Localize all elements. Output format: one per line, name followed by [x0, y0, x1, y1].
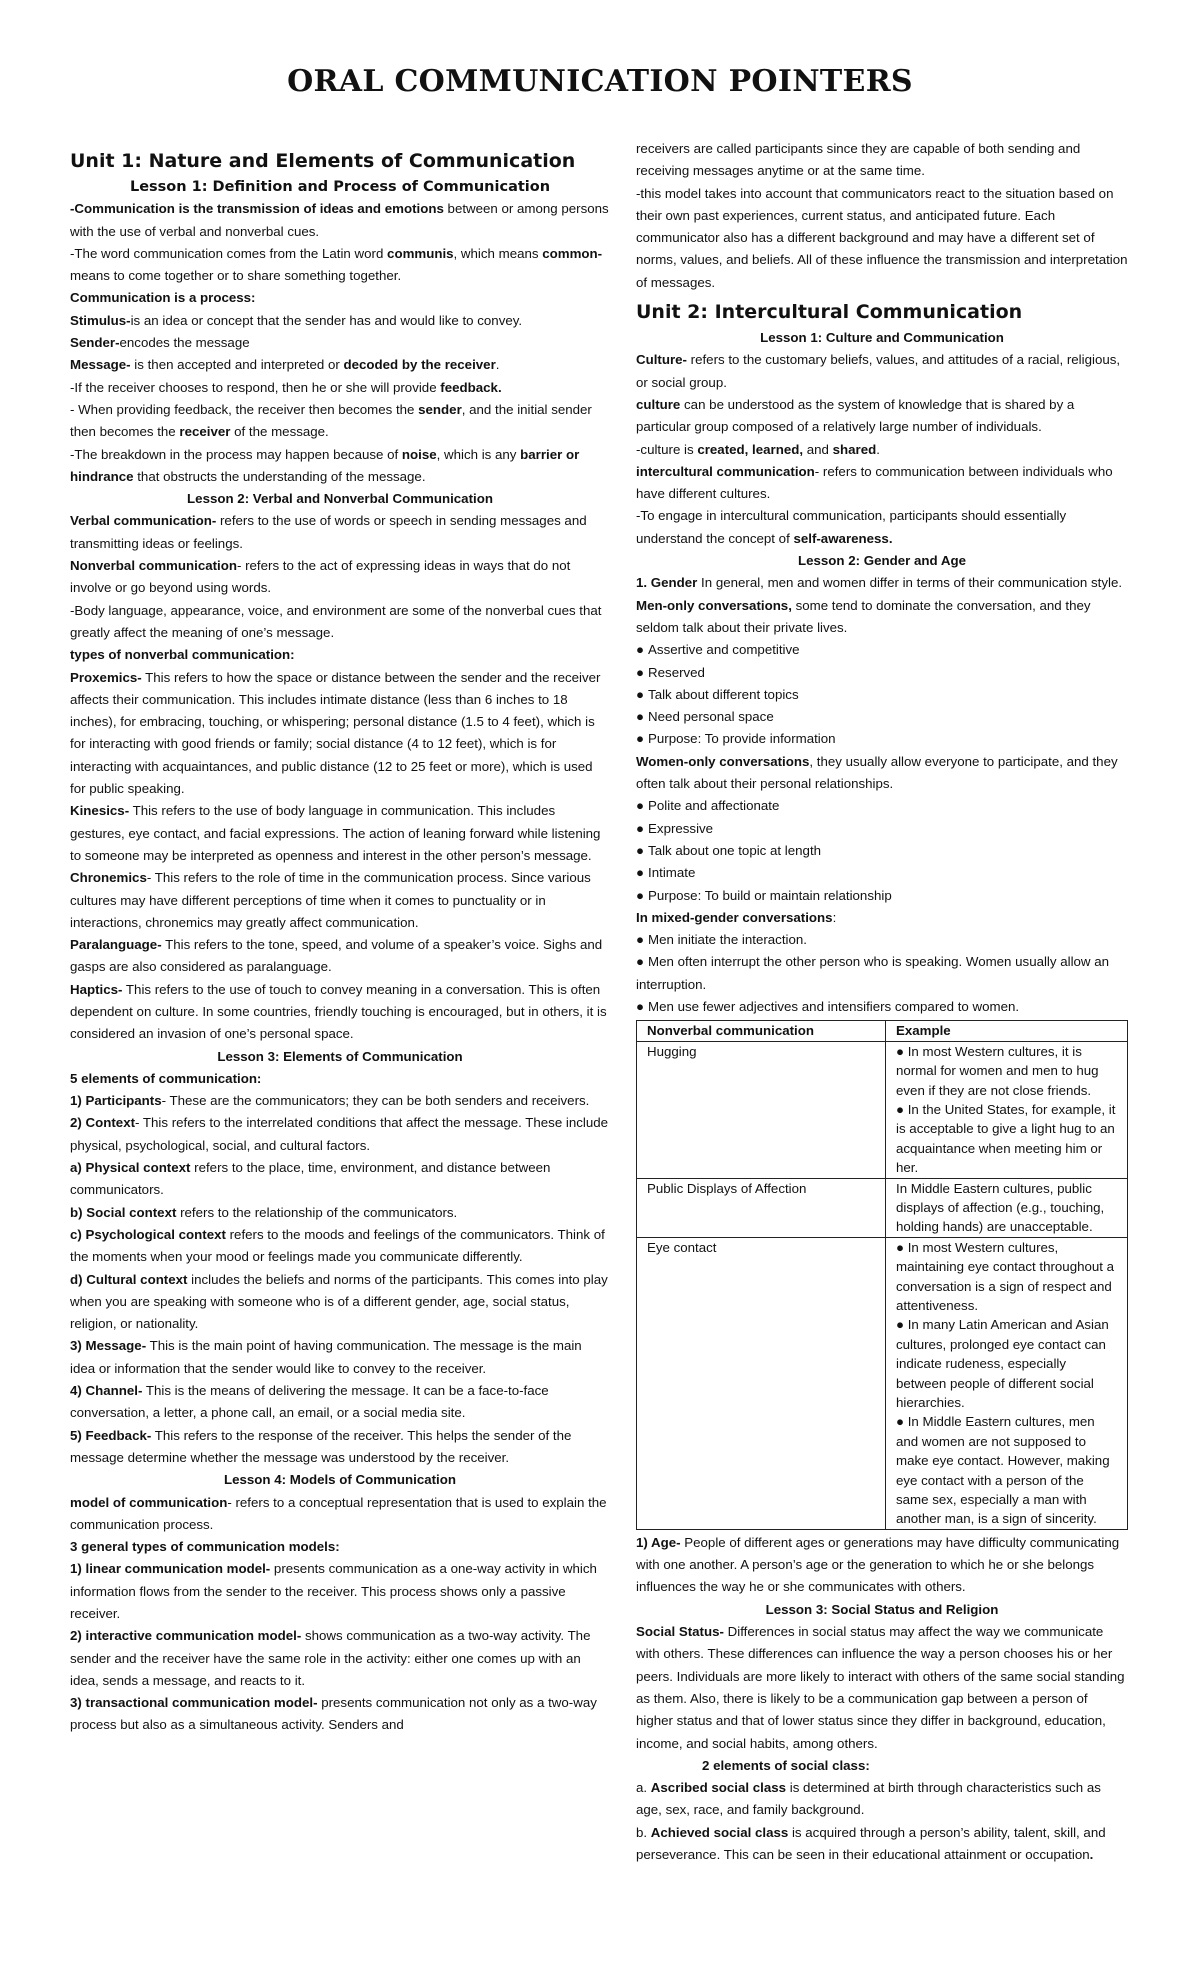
paragraph-mixed-gender: In mixed-gender conversations: — [636, 909, 837, 925]
paragraph-nonverbal: Nonverbal communication- refers to the act of expressing ideas in ways that do not involve or go beyond using words. — [70, 558, 571, 596]
paragraph-men-only: Men-only conversations, some tend to dominate the conversation, and they seldom talk about their private lives. — [636, 597, 1091, 635]
paragraph-model-definition: model of communication- refers to a conceptual representation that is used to explain the communication process. — [70, 1494, 607, 1532]
table-cell-example — [886, 1041, 1128, 1178]
paragraph-culture-traits: -culture is created, learned, and shared. — [636, 441, 880, 457]
unit2-lesson3-title: Lesson 3: Social Status and Religion — [765, 1601, 999, 1617]
elements-heading: 5 elements of communication: — [70, 1070, 262, 1086]
list-item: ● Expressive — [636, 818, 1128, 840]
table-cell-label: Hugging — [637, 1041, 886, 1178]
paragraph-proxemics: Proxemics- This refers to how the space or distance between the sender and the receiver affects their communication. This includes intimate distance (less than 6 inches to 18 inches), for embracing, touching, or whispering; personal distance (1.5 to 4 feet), which is for interacting with good friends or family; social distance (4 to 12 feet), which is for interacting with acquaintances, and public distance (12 to 25 feet or more), which is used for public speaking. — [70, 669, 601, 797]
paragraph-transactional-model: 3) transactional communication model- presents communication not only as a two-way process but also as a simultaneous activity. Senders and — [70, 1695, 597, 1733]
list-item: ● Talk about one topic at length — [636, 840, 1128, 862]
paragraph-latin-origin: -The word communication comes from the Latin word communis, which means common- means to come together or to share something together. — [70, 245, 603, 284]
paragraph-culture: Culture- refers to the customary beliefs, values, and attitudes of a racial, religious, or social group. — [636, 352, 1121, 390]
paragraph-context: 2) Context- This refers to the interrelated conditions that affect the message. These include physical, psychological, social, and cultural factors. — [70, 1115, 609, 1153]
paragraph-psychological-context: c) Psychological context refers to the moods and feelings of the communicators. Think of the moments when your mood or feelings made you communicate differently. — [70, 1226, 605, 1265]
paragraph-linear-model: 1) linear communication model- presents communication as a one-way activity in which information flows from the sender to the receiver. This process shows only a passive receiver. — [70, 1561, 597, 1621]
process-heading: Communication is a process: — [70, 290, 256, 306]
paragraph-kinesics: Kinesics- This refers to the use of body language in communication. This includes gestures, eye contact, and facial expressions. The action of leaning forward while listening to someone may be interpreted as openness and interest in the other person’s message. — [70, 803, 601, 863]
paragraph-achieved: b. Achieved social class is acquired through a person’s ability, talent, skill, and perseverance. This can be seen in their educational attainment or occupation. — [636, 1824, 1106, 1862]
lesson2-title: Lesson 2: Verbal and Nonverbal Communication — [187, 491, 493, 507]
paragraph-social-status: Social Status- Differences in social status may affect the way we communicate with others. These differences can influence the way a person chooses his or her peers. Individuals are more likely to interact with others of the same social standing as them. Also, there is likely to be a communication gap between a person of higher status and that of lower status since they differ in background, education, income, and social habits, among others. — [636, 1624, 1125, 1751]
list-item: ● Assertive and competitive — [636, 639, 1128, 661]
list-item: ● In the United States, for example, it is acceptable to give a light hug to an acquaintance when meeting him or her. — [896, 1101, 1116, 1176]
paragraph-noise: -The breakdown in the process may happen because of noise, which is any barrier or hindrance that obstructs the understanding of the message. — [70, 446, 580, 484]
left-column — [70, 146, 610, 1737]
list-item: ● In Middle Eastern cultures, men and women are not supposed to make eye contact. However, making eye contact with a person of the same sex, especially a man with another man, is a sign of sincerity. — [896, 1414, 1110, 1527]
lesson1-title: Lesson 1: Definition and Process of Communication — [129, 179, 551, 195]
nonverbal-examples-table — [636, 1020, 1128, 1530]
table-cell-label: Eye contact — [637, 1237, 886, 1529]
paragraph-feedback-element: 5) Feedback- This refers to the response of the receiver. This helps the sender of the message determine whether the message was understood by the receiver. — [70, 1427, 572, 1465]
table-header-example: Example — [886, 1021, 1128, 1041]
paragraph-women-only: Women-only conversations, they usually allow everyone to participate, and they often talk about their personal relationships. — [636, 753, 1118, 792]
table-cell-label: Public Displays of Affection — [637, 1178, 886, 1237]
unit2-lesson2-title: Lesson 2: Gender and Age — [798, 553, 966, 569]
list-item: ● Polite and affectionate — [636, 795, 1128, 817]
paragraph-ascribed: a. Ascribed social class is determined at birth through characteristics such as age, sex, race, and family background. — [636, 1780, 1101, 1818]
list-item: ● Men use fewer adjectives and intensifiers compared to women. — [636, 996, 1128, 1018]
paragraph-haptics: Haptics- This refers to the use of touch to convey meaning in a conversation. This is often dependent on culture. In some countries, friendly touching is encouraged, but in others, it is considered an invasion of one’s personal space. — [70, 981, 607, 1042]
paragraph-transactional-continued: receivers are called participants since they are capable of both sending and receiving messages anytime or at the same time. — [636, 141, 1081, 179]
table-header-nonverbal: Nonverbal communication — [637, 1021, 886, 1041]
models-heading: 3 general types of communication models: — [70, 1539, 340, 1555]
list-item: ● Intimate — [636, 862, 1128, 884]
paragraph-transactional-context: -this model takes into account that communicators react to the situation based on their own past experiences, current status, and anticipated future. Each communicator also has a different background and may have a different set of norms, values, and beliefs. All of these influence the transmission and interpretation of messages. — [636, 185, 1128, 290]
social-class-heading: 2 elements of social class: — [702, 1757, 870, 1773]
list-item: ● Men initiate the interaction. — [636, 929, 1128, 951]
paragraph-culture-system: culture can be understood as the system of knowledge that is shared by a particular group composed of a relatively large number of individuals. — [636, 396, 1075, 435]
unit1-heading: Unit 1: Nature and Elements of Communication — [70, 150, 576, 172]
nonverbal-types-heading: types of nonverbal communication: — [70, 647, 295, 663]
paragraph-channel: 4) Channel- This is the means of delivering the message. It can be a face-to-face conversation, a letter, a phone call, an email, or a social media site. — [70, 1383, 549, 1421]
paragraph-paralanguage: Paralanguage- This refers to the tone, speed, and volume of a speaker’s voice. Sighs and gasps are also considered as paralanguage. — [70, 937, 603, 975]
page-title: ORAL COMMUNICATION POINTERS — [287, 64, 913, 99]
paragraph-chronemics: Chronemics- This refers to the role of time in the communication process. Since various cultures may have different perceptions of time when it comes to punctuality or in interactions, chronemics may greatly affect communication. — [70, 870, 591, 930]
paragraph-feedback: -If the receiver chooses to respond, then he or she will provide feedback. — [70, 379, 502, 395]
unit2-lesson1-title: Lesson 1: Culture and Communication — [760, 330, 1004, 346]
table-row — [637, 1237, 1128, 1529]
table-cell-example — [886, 1237, 1128, 1529]
paragraph-intercultural: intercultural communication- refers to communication between individuals who have different cultures. — [636, 463, 1113, 502]
lesson3-title: Lesson 3: Elements of Communication — [217, 1048, 463, 1064]
list-item: ● Men often interrupt the other person who is speaking. Women usually allow an interruption. — [636, 951, 1128, 996]
paragraph-gender: 1. Gender In general, men and women differ in terms of their communication style. — [636, 575, 1123, 591]
paragraph-message: Message- is then accepted and interpreted or decoded by the receiver. — [70, 357, 500, 373]
paragraph-sender: Sender-encodes the message — [70, 335, 250, 351]
paragraph-message-element: 3) Message- This is the main point of having communication. The message is the main idea or information that the sender would like to convey to the receiver. — [70, 1338, 582, 1376]
paragraph-cultural-context: d) Cultural context includes the beliefs and norms of the participants. This comes into play when you are speaking with someone who is of a different gender, age, social status, religion, or nationality. — [70, 1271, 608, 1332]
paragraph-physical-context: a) Physical context refers to the place, time, environment, and distance between communicators. — [70, 1160, 551, 1198]
paragraph-age: 1) Age- People of different ages or generations may have difficulty communicating with one another. A person’s age or the generation to which he or she belongs influences the way he or she communicates with others. — [636, 1534, 1120, 1595]
list-item: ● In many Latin American and Asian cultures, prolonged eye contact can indicate rudeness, especially between people of different social hierarchies. — [896, 1317, 1109, 1410]
unit2-heading: Unit 2: Intercultural Communication — [636, 301, 1023, 324]
list-item: In Middle Eastern cultures, public displays of affection (e.g., touching, holding hands) are unacceptable. — [896, 1180, 1105, 1235]
list-item: ● Reserved — [636, 662, 1128, 684]
table-row — [637, 1178, 1128, 1237]
table-cell-example — [886, 1178, 1128, 1237]
paragraph-social-context: b) Social context refers to the relationship of the communicators. — [70, 1204, 458, 1220]
paragraph-verbal: Verbal communication- refers to the use of words or speech in sending messages and transmitting ideas or feelings. — [70, 513, 587, 551]
paragraph-communication-definition: -Communication is the transmission of ideas and emotions between or among persons with the use of verbal and nonverbal cues. — [70, 201, 609, 239]
paragraph-participants: 1) Participants- These are the communicators; they can be both senders and receivers. — [70, 1093, 590, 1109]
list-item: ● Purpose: To provide information — [636, 728, 1128, 750]
list-item: ● Purpose: To build or maintain relationship — [636, 885, 1128, 907]
lesson4-title: Lesson 4: Models of Communication — [224, 1472, 456, 1488]
right-column — [636, 138, 1128, 1866]
list-item: ● Need personal space — [636, 706, 1128, 728]
paragraph-stimulus: Stimulus-is an idea or concept that the sender has and would like to convey. — [70, 312, 523, 328]
list-item: ● Talk about different topics — [636, 684, 1128, 706]
paragraph-self-awareness: -To engage in intercultural communication, participants should essentially understand the concept of self-awareness. — [636, 508, 1067, 546]
list-item: ● In most Western cultures, maintaining eye contact throughout a conversation is a sign of respect and attentiveness. — [896, 1239, 1115, 1313]
paragraph-roles: - When providing feedback, the receiver then becomes the sender, and the initial sender then becomes the receiver of the message. — [70, 401, 592, 440]
paragraph-interactive-model: 2) interactive communication model- shows communication as a two-way activity. The sender and the receiver have the same role in the activity: either one comes up with an idea, sends a message, and reacts to it. — [70, 1628, 591, 1688]
table-header-row — [637, 1021, 1128, 1041]
list-item: ● In most Western cultures, it is normal for women and men to hug even if they are not close friends. — [896, 1043, 1099, 1098]
paragraph-body-language: -Body language, appearance, voice, and environment are some of the nonverbal cues that greatly affect the meaning of one’s message. — [70, 602, 602, 640]
table-row — [637, 1041, 1128, 1178]
